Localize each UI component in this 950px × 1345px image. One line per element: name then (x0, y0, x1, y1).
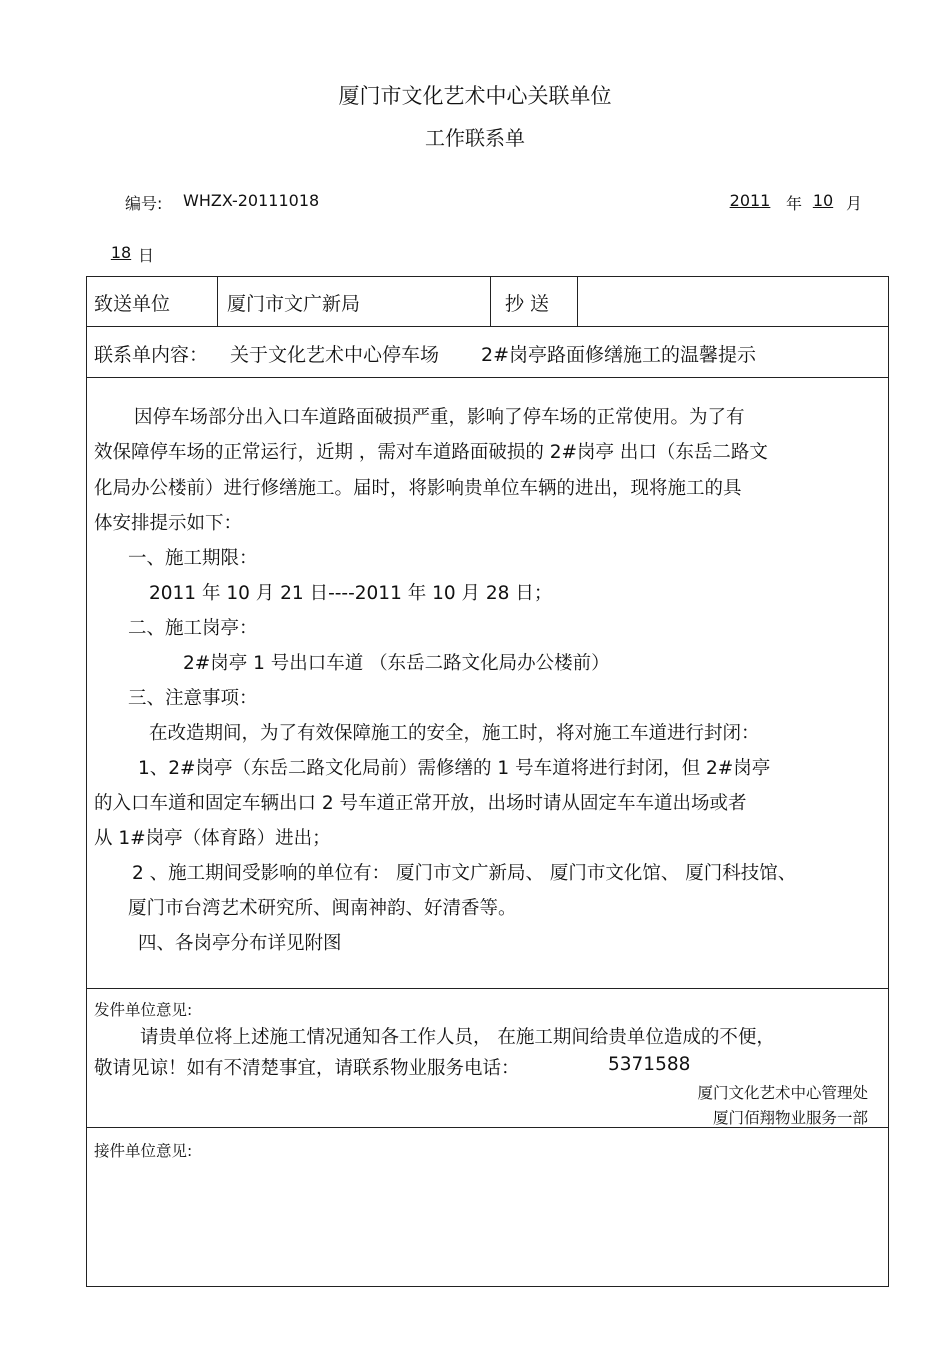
date-year-unit: 年 (786, 194, 803, 213)
section-heading: 三、注意事项： (128, 688, 258, 709)
body-line: 1、2#岗亭（东岳二路文化局前）需修缮的 1 号车道将进行封闭，但 2#岗亭 (138, 758, 771, 779)
table-divider (217, 276, 218, 327)
phone-number: 5371588 (608, 1054, 691, 1075)
body-line: 从 1#岗亭（体育路）进出； (94, 828, 331, 849)
date-day: 18 (110, 243, 132, 262)
body-line: 2#岗亭 1 号出口车道 （东岳二路文化局办公楼前） (183, 653, 610, 674)
serial-number: WHZX-20111018 (183, 191, 320, 210)
body-line: 化局办公楼前）进行修缮施工。届时，将影响贵单位车辆的进出，现将施工的具 (94, 478, 742, 499)
content-subject-cont: 2#岗亭路面修缮施工的温馨提示 (481, 344, 757, 366)
date-month: 10 (812, 191, 834, 210)
recipient-value: 厦门市文广新局 (227, 293, 361, 315)
body-line: 因停车场部分出入口车道路面破损严重，影响了停车场的正常使用。为了有 (134, 407, 745, 428)
sender-signature: 厦门佰翔物业服务一部 (712, 1109, 868, 1127)
date-month-unit: 月 (846, 194, 863, 213)
table-divider (490, 276, 491, 327)
body-line: 厦门市台湾艺术研究所、闽南神韵、好清香等。 (128, 898, 517, 919)
receiver-label: 接件单位意见: (94, 1142, 193, 1160)
body-line: 2 、施工期间受影响的单位有： 厦门市文广新局、 厦门市文化馆、 厦门科技馆、 (132, 863, 797, 884)
content-subject: 关于文化艺术中心停车场 (230, 344, 440, 366)
body-line: 的入口车道和固定车辆出口 2 号车道正常开放，出场时请从固定车车道出场或者 (94, 793, 747, 814)
date-year: 2011 (729, 191, 771, 210)
sender-signature: 厦门文化艺术中心管理处 (697, 1084, 868, 1102)
table-rule (86, 988, 889, 989)
table-rule (86, 326, 889, 327)
section-heading: 二、施工岗亭： (128, 618, 258, 639)
date-day-unit: 日 (138, 246, 155, 265)
body-line: 体安排提示如下： (94, 513, 243, 534)
body-line: 2011 年 10 月 21 日----2011 年 10 月 28 日； (149, 583, 553, 604)
table-rule (86, 377, 889, 378)
section-heading: 一、施工期限： (128, 548, 258, 569)
document-subtitle: 工作联系单 (425, 126, 525, 150)
cc-label: 抄 送 (505, 293, 550, 315)
section-heading: 四、各岗亭分布详见附图 (138, 933, 342, 954)
content-label: 联系单内容： (94, 344, 209, 366)
body-line: 效保障停车场的正常运行，近期 ，需对车道路面破损的 2#岗亭 出口（东岳二路文 (94, 442, 768, 463)
sender-text: 请贵单位将上述施工情况通知各工作人员， 在施工期间给贵单位造成的不便， (140, 1027, 775, 1048)
serial-label: 编号: (125, 194, 163, 213)
table-divider (577, 276, 578, 327)
body-line: 在改造期间，为了有效保障施工的安全，施工时，将对施工车道进行封闭： (149, 723, 760, 744)
sender-label: 发件单位意见: (94, 1001, 193, 1019)
document-title: 厦门市文化艺术中心关联单位 (338, 84, 612, 108)
sender-text: 敬请见谅！如有不清楚事宜，请联系物业服务电话： (94, 1058, 520, 1079)
recipient-label: 致送单位 (94, 293, 171, 315)
